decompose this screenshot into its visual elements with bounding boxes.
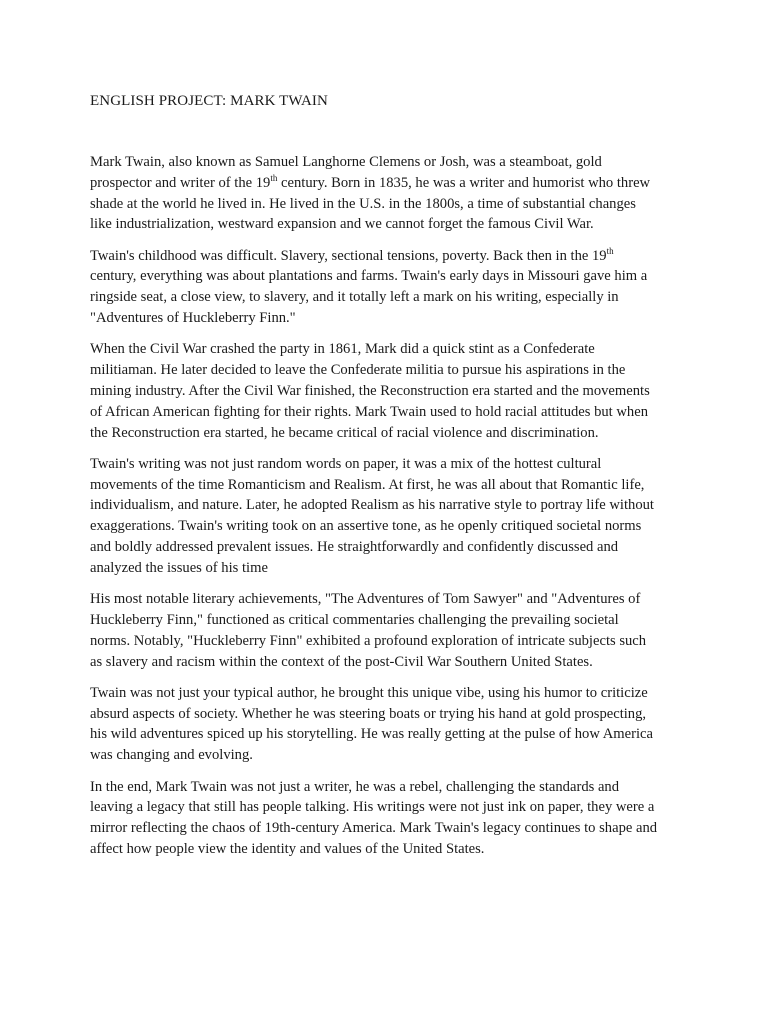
paragraph-6: Twain was not just your typical author, he brought this unique vibe, using his humor to criticize absurd aspects of society. Whether he was steering boats or trying his hand at gold prospecting, his wild adventures spiced up his storytelling. He was really getting at the pulse of how America was changing and evolving. [90,684,653,764]
paragraph-4: Twain's writing was not just random words on paper, it was a mix of the hottest cultural movements of the time Romanticism and Realism. At first, he was all about that Romantic life, individualism, and nature. Later, he adopted Realism as his narrative style to portray life without exaggerations. Twain's writing took on an assertive tone, as he openly critiqued societal norms and boldly addressed prevalent issues. He straightforwardly and confidently discussed and analyzed the issues of his time [90,455,654,576]
paragraph-7: In the end, Mark Twain was not just a writer, he was a rebel, challenging the standards and leaving a legacy that still has people talking. His writings were not just ink on paper, they were a mirror reflecting the chaos of 19th-century America. Mark Twain's legacy continues to shape and affect how people view the identity and values of the United States. [90,778,658,857]
superscript-ordinal: th [606,245,614,256]
document-title: ENGLISH PROJECT: MARK TWAIN [90,93,328,109]
superscript-ordinal: th [270,172,278,183]
paragraph-2: Twain's childhood was difficult. Slavery, sectional tensions, poverty. Back then in the 19th century, everything was about plantations and farms. Twain's early days in Missouri gave him a ringside seat, a close view, to slavery, and it totally left a mark on his writing, especially in "Adventures of Huckleberry Finn." [90,245,648,327]
paragraph-3: When the Civil War crashed the party in 1861, Mark did a quick stint as a Confederate militiaman. He later decided to leave the Confederate militia to pursue his aspirations in the mining industry. After the Civil War finished, the Reconstruction era started and the movements of African American fighting for their rights. Mark Twain used to hold racial attitudes but when the Reconstruction era started, he became critical of racial violence and discrimination. [90,341,650,441]
paragraph-5: His most notable literary achievements, "The Adventures of Tom Sawyer" and "Adventures of Huckleberry Finn," functioned as critical commentaries challenging the prevailing societal norms. Notably, "Huckleberry Finn" exhibited a profound exploration of intricate subjects such as slavery and racism within the context of the post-Civil War Southern United States. [90,591,647,670]
paragraph-1: Mark Twain, also known as Samuel Langhorne Clemens or Josh, was a steamboat, gold prospector and writer of the 19th century. Born in 1835, he was a writer and humorist who threw shade at the world he lived in. He lived in the U.S. in the 1800s, a time of substantial changes like industrialization, westward expansion and we cannot forget the famous Civil War. [90,154,651,233]
document-body [90,152,710,870]
